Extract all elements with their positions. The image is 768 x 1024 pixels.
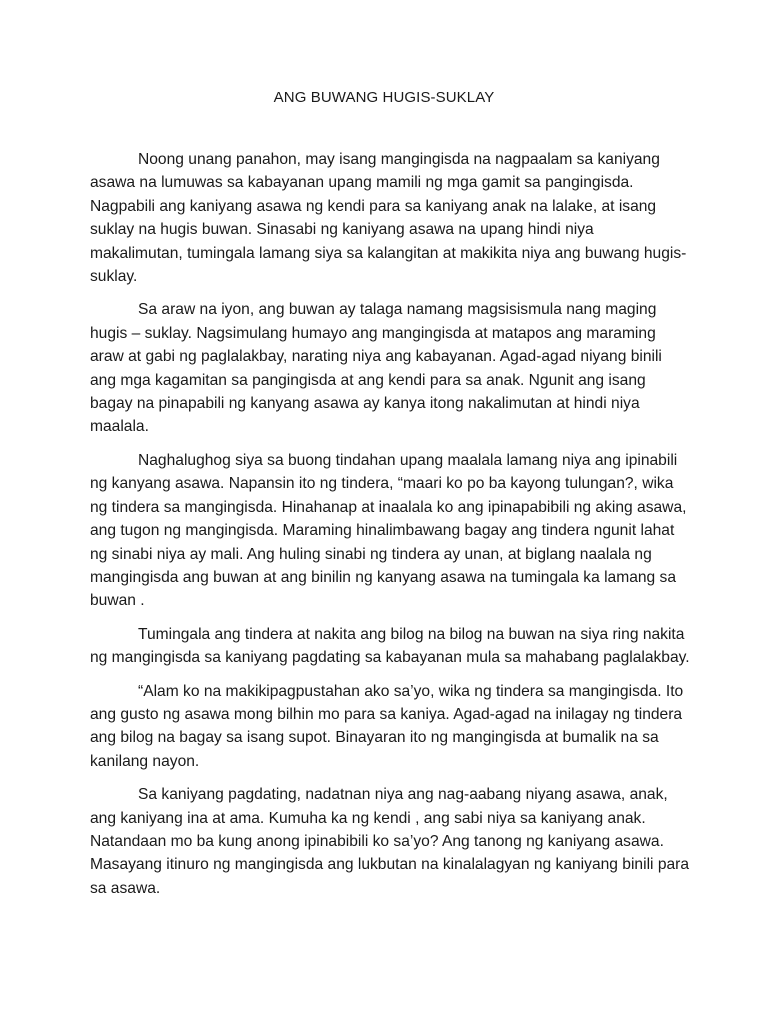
- paragraph-2: Sa araw na iyon, ang buwan ay talaga namang magsisismula nang maging hugis – suklay. Nagsimulang humayo ang mangingisda at matapos ang maraming araw at gabi ng paglalakbay, narating niya ang kabayanan. Agad-agad niyang binili ang mga kagamitan sa pangingisda at ang kendi para sa anak. Ngunit ang isang bagay na pinapabili ng kanyang asawa ay kanya itong nakalimutan at hindi niya maalala.: [90, 301, 662, 436]
- paragraph-3: Naghalughog siya sa buong tindahan upang maalala lamang niya ang ipinabili ng kanyang asawa. Napansin ito ng tindera, “maari ko po ba kayong tulungan?, wika ng tindera sa mangingisda. Hinahanap at inaalala ko ang ipinapabibili ng aking asawa, ang tugon ng mangingisda. Maraming hinalimbawang bagay ang tindera ngunit lahat ng sinabi niya ay mali. Ang huling sinabi ng tindera ay unan, at biglang naalala ng mangingisda ang buwan at ang binilin ng kanyang asawa na tumingala ka lamang sa buwan .: [90, 451, 687, 610]
- paragraph-5: “Alam ko na makikipagpustahan ako sa’yo, wika ng tindera sa mangingisda. Ito ang gusto ng asawa mong bilhin mo para sa kaniya. Agad-agad na inilagay ng tindera ang bilog na bagay sa isang supot. Binayaran ito ng mangingisda at bumalik na sa kanilang nayon.: [90, 682, 684, 770]
- paragraph-1: Noong unang panahon, may isang mangingisda na nagpaalam sa kaniyang asawa na lumuwas sa kabayanan upang mamili ng mga gamit sa pangingisda. Nagpabili ang kaniyang asawa ng kendi para sa kaniyang anak na lalake, at isang suklay na hugis buwan. Sinasabi ng kaniyang asawa na upang hindi niya makalimutan, tumingala lamang siya sa kalangitan at makikita niya ang buwang hugis- suklay.: [90, 151, 687, 286]
- paragraph-6: Sa kaniyang pagdating, nadatnan niya ang nag-aabang niyang asawa, anak, ang kaniyang ina at ama. Kumuha ka ng kendi , ang sabi niya sa kaniyang anak. Natandaan mo ba kung anong ipinabibili ko sa’yo? Ang tanong ng kaniyang asawa. Masayang itinuro ng mangingisda ang lukbutan na kinalalagyan ng kaniyang binili para sa asawa.: [90, 786, 690, 897]
- paragraph-4: Tumingala ang tindera at nakita ang bilog na bilog na buwan na siya ring nakita ng mangingisda sa kaniyang pagdating sa kabayanan mula sa mahabang paglalakbay.: [90, 625, 690, 667]
- document-body: [90, 148, 690, 910]
- document-title: ANG BUWANG HUGIS-SUKLAY: [273, 89, 495, 106]
